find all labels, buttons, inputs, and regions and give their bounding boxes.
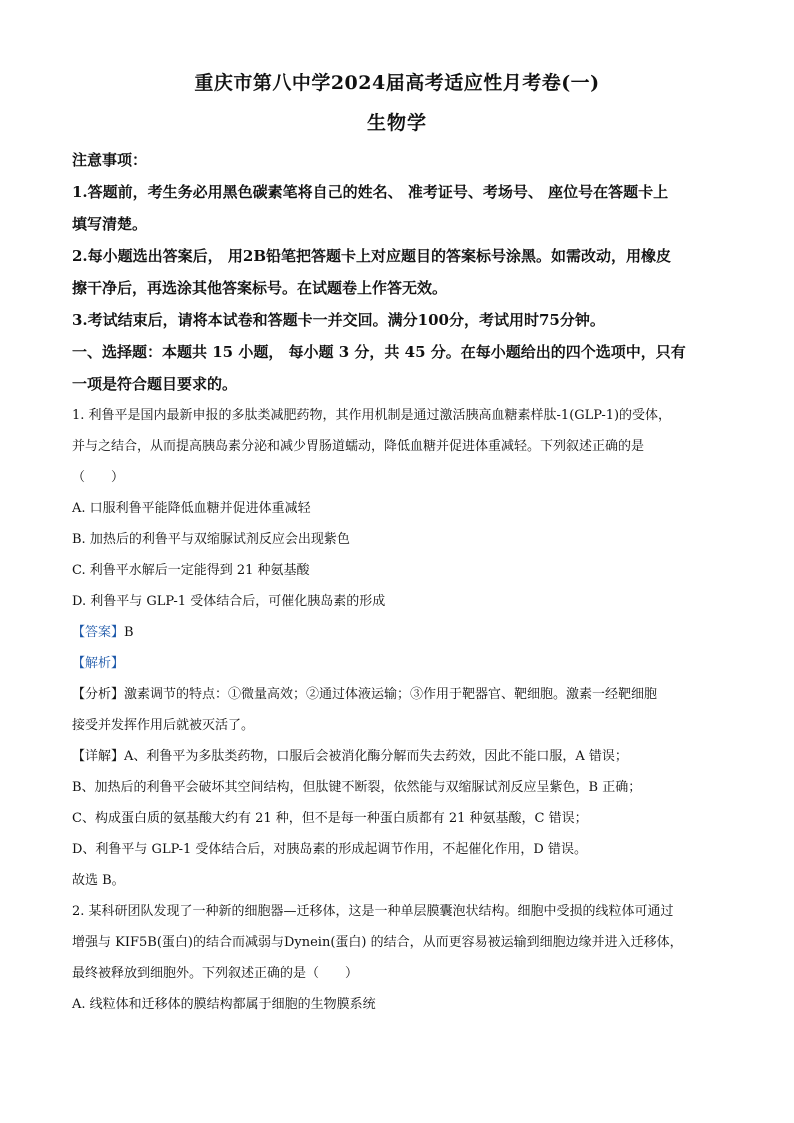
answer-tag: 【答案】 (72, 625, 125, 640)
notice-line: 2.每小题选出答案后， 用2B铅笔把答题卡上对应题目的答案标号涂黑。如需改动，用橡皮 (72, 247, 672, 265)
q2-stem: 增强与 KIF5B(蛋白)的结合而减弱与Dynein(蛋白) 的结合，从而更容易被运输到细胞边缘并进入迁移体， (72, 935, 683, 950)
q1-option-c: C. 利鲁平水解后一定能得到 21 种氨基酸 (72, 563, 310, 578)
analysis-tag: 【解析】 (72, 656, 125, 671)
q1-detail-line: D、利鲁平与 GLP-1 受体结合后，对胰岛素的形成起调节作用，不起催化作用，D 错误。 (72, 842, 587, 857)
q1-detail (72, 741, 722, 772)
section-heading: 一、选择题：本题共 15 小题， 每小题 3 分，共 45 分。在每小题给出的四个选项中，只有 (72, 343, 686, 361)
notice-heading: 注意事项： (72, 151, 148, 169)
document-page (72, 70, 722, 1020)
q1-stem: 并与之结合，从而提高胰岛素分泌和减少胃肠道蠕动，降低血糖并促进体重减轻。下列叙述正确的是 (72, 439, 645, 454)
q1-fenxi-cont: 接受并发挥作用后就被灭活了。 (72, 718, 255, 733)
fenxi-tag: 【分析】 (72, 687, 125, 702)
notice-line: 擦干净后，再选涂其他答案标号。在试题卷上作答无效。 (72, 279, 448, 297)
exam-title: 重庆市第八中学2024届高考适应性月考卷(一) (194, 72, 600, 94)
q1-fenxi (72, 679, 722, 710)
q1-option-b: B. 加热后的利鲁平与双缩脲试剂反应会出现紫色 (72, 532, 350, 547)
notice-line: 1.答题前，考生务必用黑色碳素笔将自己的姓名、 准考证号、考场号、 座位号在答题卡上 (72, 183, 669, 201)
fenxi-text: 激素调节的特点：①微量高效；②通过体液运输；③作用于靶器官、靶细胞。激素一经靶细胞 (124, 687, 658, 702)
q1-option-a: A. 口服利鲁平能降低血糖并促进体重减轻 (72, 501, 311, 516)
answer-value: B (124, 625, 134, 640)
q1-analysis (72, 648, 722, 679)
q1-detail-line: C、构成蛋白质的氨基酸大约有 21 种，但不是每一种蛋白质都有 21 种氨基酸，C 错误； (72, 811, 588, 826)
q1-option-d: D. 利鲁平与 GLP-1 受体结合后，可催化胰岛素的形成 (72, 594, 386, 609)
q1-answer (72, 617, 722, 648)
q2-stem: 2. 某科研团队发现了一种新的细胞器—迁移体，这是一种单层膜囊泡状结构。细胞中受损的线粒体可通过 (72, 904, 674, 919)
notice-line: 填写清楚。 (72, 215, 148, 233)
q1-detail-line: B、加热后的利鲁平会破坏其空间结构，但肽键不断裂，依然能与双缩脲试剂反应呈紫色，B 正确； (72, 780, 642, 795)
detail-tag: 【详解】 (72, 749, 125, 764)
q1-stem: 1. 利鲁平是国内最新申报的多肽类减肥药物，其作用机制是通过激活胰高血糖素样肽-1(GLP-1)的受体， (72, 408, 672, 423)
section-heading-cont: 一项是符合题目要求的。 (72, 375, 238, 393)
subject-title: 生物学 (366, 112, 427, 134)
q2-stem: 最终被释放到细胞外。下列叙述正确的是（ ） (72, 966, 359, 981)
q1-conclusion: 故选 B。 (72, 873, 125, 888)
detail-text: A、利鲁平为多肽类药物，口服后会被消化酶分解而失去药效，因此不能口服，A 错误； (124, 749, 628, 764)
notice-line: 3.考试结束后，请将本试卷和答题卡一并交回。满分100分，考试用时75分钟。 (72, 311, 605, 329)
q1-stem: （ ） (72, 470, 125, 485)
q2-option-a: A. 线粒体和迁移体的膜结构都属于细胞的生物膜系统 (72, 997, 376, 1012)
